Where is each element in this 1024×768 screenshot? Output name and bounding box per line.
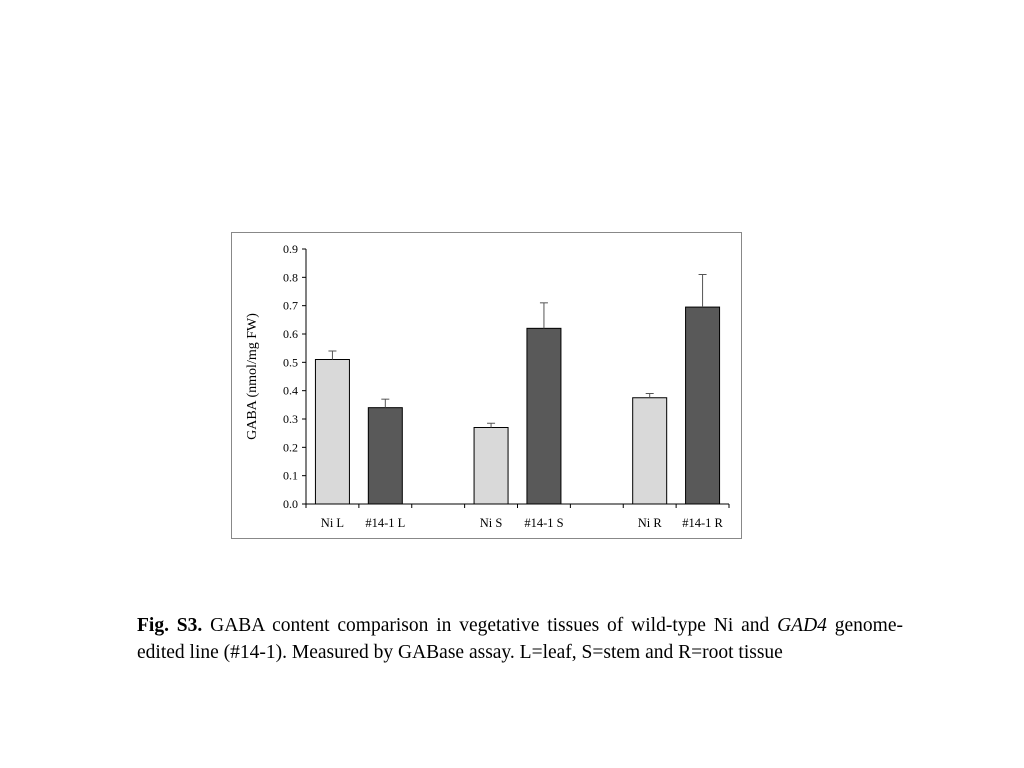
bar (474, 428, 508, 505)
y-tick-label: 0.6 (283, 327, 298, 341)
y-tick-label: 0.0 (283, 497, 298, 511)
caption-text-1: GABA content comparison in vegetative tissues of wild-type Ni and (202, 615, 778, 636)
y-tick-label: 0.3 (283, 412, 298, 426)
y-tick-label: 0.7 (283, 298, 298, 313)
y-axis-label: GABA (nmol/mg FW) (245, 313, 260, 440)
y-tick-label: 0.4 (283, 383, 298, 398)
chart-frame (231, 232, 742, 539)
x-tick-label: #14-1 R (682, 516, 723, 530)
bar (368, 408, 402, 504)
x-tick-label: #14-1 S (524, 516, 564, 530)
y-tick-label: 0.2 (283, 440, 298, 455)
y-tick-label: 0.1 (283, 468, 298, 483)
figure-caption (137, 612, 903, 666)
bar (527, 328, 561, 504)
bar (686, 307, 720, 504)
bar (315, 360, 349, 505)
y-tick-label: 0.8 (283, 270, 298, 285)
y-tick-label: 0.5 (283, 355, 298, 370)
x-tick-label: Ni S (479, 516, 503, 530)
caption-gene-name: GAD4 (777, 615, 827, 636)
caption-text-2: genome-edited line (#14-1). Measured by GABase assay. L=leaf, S=stem and R=root tissue (137, 615, 903, 663)
x-tick-label: Ni R (637, 516, 662, 530)
bar-chart (232, 233, 743, 540)
y-tick-label: 0.9 (283, 242, 298, 256)
caption-label: Fig. S3. (137, 615, 203, 636)
x-tick-label: #14-1 L (365, 516, 406, 530)
bar (633, 398, 667, 504)
x-tick-label: Ni L (320, 516, 345, 530)
